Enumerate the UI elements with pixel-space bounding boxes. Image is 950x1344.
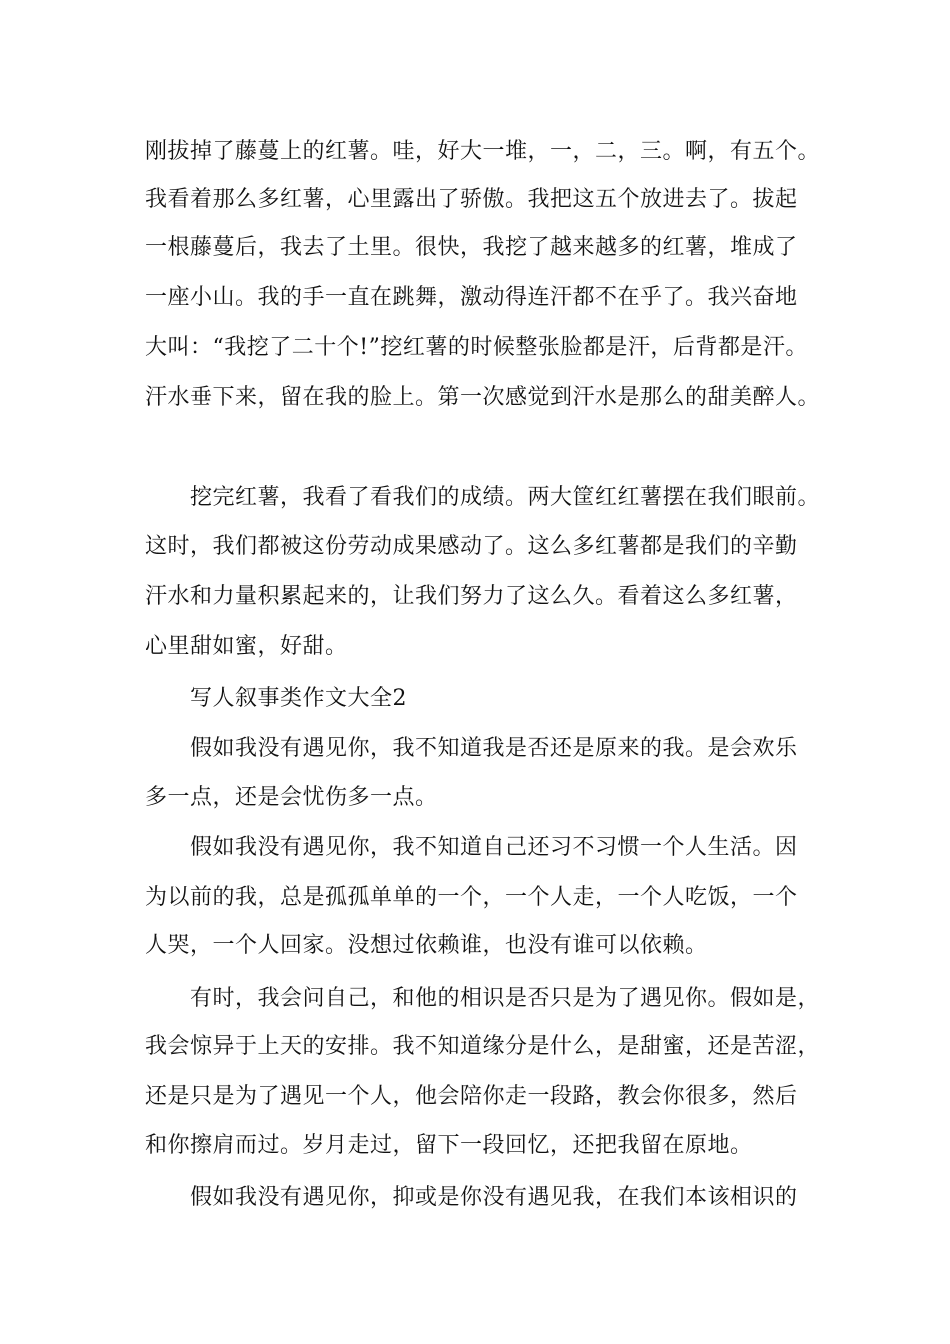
section-heading: 写人叙事类作文大全2 (190, 686, 407, 711)
text-line: 汗水和力量积累起来的，让我们努力了这么久。看着这么多红薯， (145, 584, 798, 609)
text-line: 大叫：“我挖了二十个!”挖红薯的时候整张脸都是汗，后背都是汗。 (145, 335, 808, 360)
text-line: 假如我没有遇见你，抑或是你没有遇见我，在我们本该相识的 (190, 1185, 798, 1210)
text-line: 还是只是为了遇见一个人，他会陪你走一段路，教会你很多，然后 (145, 1084, 798, 1109)
text-line: 一根藤蔓后，我去了土里。很快，我挖了越来越多的红薯，堆成了 (145, 235, 798, 260)
text-line: 心里甜如蜜，好甜。 (145, 634, 348, 659)
text-line: 我看着那么多红薯，心里露出了骄傲。我把这五个放进去了。拔起 (145, 187, 798, 212)
text-line: 和你擦肩而过。岁月走过，留下一段回忆，还把我留在原地。 (145, 1133, 753, 1158)
text-line: 人哭，一个人回家。没想过依赖谁，也没有谁可以依赖。 (145, 933, 708, 958)
text-line: 我会惊异于上天的安排。我不知道缘分是什么，是甜蜜，还是苦涩， (145, 1034, 821, 1059)
text-line: 假如我没有遇见你，我不知道自己还习不习惯一个人生活。因 (190, 835, 798, 860)
text-line: 刚拔掉了藤蔓上的红薯。哇，好大一堆，一，二，三。啊，有五个。 (145, 139, 821, 164)
text-line: 为以前的我，总是孤孤单单的一个，一个人走，一个人吃饭，一个 (145, 885, 798, 910)
text-line: 多一点，还是会忧伤多一点。 (145, 785, 438, 810)
text-line: 假如我没有遇见你，我不知道我是否还是原来的我。是会欢乐 (190, 736, 798, 761)
text-line: 一座小山。我的手一直在跳舞，激动得连汗都不在乎了。我兴奋地 (145, 285, 798, 310)
text-line: 汗水垂下来，留在我的脸上。第一次感觉到汗水是那么的甜美醉人。 (145, 385, 821, 410)
text-line: 这时，我们都被这份劳动成果感动了。这么多红薯都是我们的辛勤 (145, 534, 798, 559)
text-line: 挖完红薯，我看了看我们的成绩。两大筐红红薯摆在我们眼前。 (190, 485, 821, 510)
text-line: 有时，我会问自己，和他的相识是否只是为了遇见你。假如是， (190, 986, 821, 1011)
